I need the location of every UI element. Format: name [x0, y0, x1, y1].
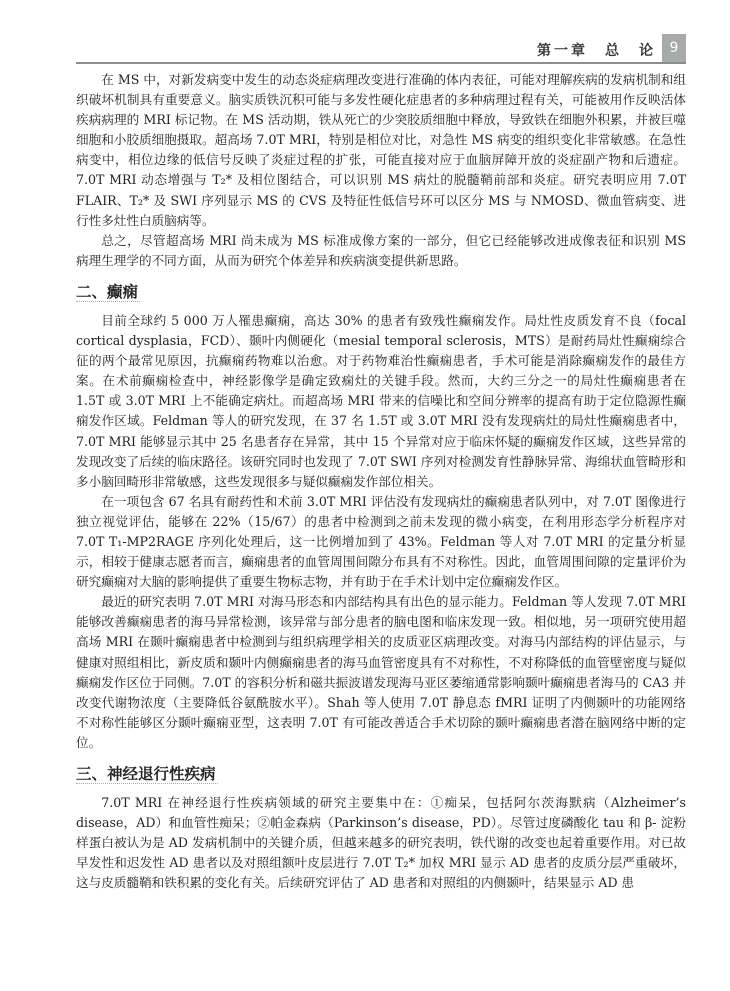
page-number: 9	[662, 34, 686, 62]
paragraph-epilepsy-cohort: 在一项包含 67 名具有耐药性和术前 3.0T MRI 评估没有发现病灶的癫痫患者队列中，对 7.0T 图像进行独立视觉评估，能够在 22%（15/67）的患者中检测到之前未发现的微小病变，在利用形态学分析程序对 7.0T T₁-MP2RAGE 序列化处理后，这一比例增加到了 43%。Feldman 等人对 7.0T MRI 的定量分析显示，相较于健康志愿者而言，癫痫患者的血管周围间隙分布具有不对称性。因此，血管周围间隙的定量评价为研究癫痫对大脑的影响提供了重要生物标志物，并有助于在手术计划中定位癫痫发作区。	[76, 493, 686, 590]
header-rule	[76, 62, 686, 64]
body-text	[76, 70, 686, 893]
chapter-title: 第一章 总 论	[537, 43, 656, 59]
section-heading-epilepsy: 二、癫痫	[76, 282, 139, 301]
paragraph-epilepsy-intro: 目前全球约 5 000 万人罹患癫痫，高达 30% 的患者有致残性癫痫发作。局灶性皮质发育不良（focal cortical dysplasia，FCD）、颞叶内侧硬化（mesial temporal sclerosis，MTS）是耐药局灶性癫痫综合征的两个最常见原因，抗癫痫药物难以治愈。对于药物难治性癫痫患者，手术可能是消除癫痫发作的最佳方案。在术前癫痫检查中，神经影像学是确定致痫灶的关键手段。然而，大约三分之一的局灶性癫痫患者在 1.5T 或 3.0T MRI 上不能确定病灶。而超高场 MRI 带来的信噪比和空间分辨率的提高有助于定位隐源性癫痫发作区域。Feldman 等人的研究发现，在 37 名 1.5T 或 3.0T MRI 没有发现病灶的局灶性癫痫患者中，7.0T MRI 能够显示其中 25 名患者存在异常，其中 15 个异常对应于临床怀疑的癫痫发作区域，这些异常的发现改变了后续的临床路径。该研究同时也发现了 7.0T SWI 序列对检测发育性静脉异常、海绵状血管畸形和多小脑回畸形非常敏感，这些发现很多与疑似癫痫发作部位相关。	[76, 312, 686, 489]
paragraph-ms-summary: 总之，尽管超高场 MRI 尚未成为 MS 标准成像方案的一部分，但它已经能够改进成像表征和识别 MS 病理生理学的不同方面，从而为研究个体差异和疾病演变提供新思路。	[76, 232, 686, 268]
paragraph-ms-iron: 在 MS 中，对新发病变中发生的动态炎症病理改变进行准确的体内表征，可能对理解疾病的发病机制和组织破坏机制具有重要意义。脑实质铁沉积可能与多发性硬化症患者的多种病理过程有关，可能被用作反映活体疾病病理的 MRI 标记物。在 MS 活动期，铁从死亡的少突胶质细胞中释放，导致铁在细胞外积累，并被巨噬细胞和小胶质细胞摄取。超高场 7.0T MRI，特别是相位对比，对急性 MS 病变的组织变化非常敏感。在急性病变中，相位边缘的低信号反映了炎症过程的扩张，可能直接对应于血脑屏障开放的炎症副产物和后遗症。7.0T MRI 动态增强与 T₂* 及相位图结合，可以识别 MS 病灶的脱髓鞘前部和炎症。研究表明应用 7.0T FLAIR、T₂* 及 SWI 序列显示 MS 的 CVS 及特征性低信号环可以区分 MS 与 NMOSD、微血管病变、进行性多灶性白质脑病等。	[76, 72, 686, 228]
paragraph-epilepsy-hippocampus: 最近的研究表明 7.0T MRI 对海马形态和内部结构具有出色的显示能力。Feldman 等人发现 7.0T MRI 能够改善癫痫患者的海马异常检测，该异常与部分患者的脑电图和临床发现一致。相似地，另一项研究使用超高场 MRI 在颞叶癫痫患者中检测到与组织病理学相关的皮质亚区病理改变。对海马内部结构的评估显示，与健康对照组相比，新皮质和颞叶内侧癫痫患者的海马血管密度具有不对称性，不对称降低的血管壁密度与疑似癫痫发作区位于同侧。7.0T 的容积分析和磁共振波谱发现海马亚区萎缩通常影响颞叶癫痫患者海马的 CA3 并改变代谢物浓度（主要降低谷氨酰胺水平）。Shah 等人使用 7.0T 静息态 fMRI 证明了内侧颞叶的功能网络不对称性能够区分颞叶癫痫亚型，这表明 7.0T 有可能改善适合手术切除的颞叶癫痫患者潜在脑网络中断的定位。	[76, 594, 686, 750]
page-header	[0, 34, 730, 62]
paragraph-neurodegenerative: 7.0T MRI 在神经退行性疾病领域的研究主要集中在：①痴呆，包括阿尔茨海默病（Alzheimer’s disease，AD）和血管性痴呆；②帕金森病（Parkinson’s disease，PD）。尽管过度磷酸化 tau 和 β- 淀粉样蛋白被认为是 AD 发病机制中的关键介质，但越来越多的研究表明，铁代谢的改变也起着重要作用。对已故早发性和迟发性 AD 患者以及对照组额叶皮层进行 7.0T T₂* 加权 MRI 显示 AD 患者的皮质分层严重破坏，这与皮质髓鞘和铁积累的变化有关。后续研究评估了 AD 患者和对照组的内侧颞叶，结果显示 AD 患	[76, 795, 686, 891]
section-heading-neurodegenerative: 三、神经退行性疾病	[76, 765, 216, 783]
